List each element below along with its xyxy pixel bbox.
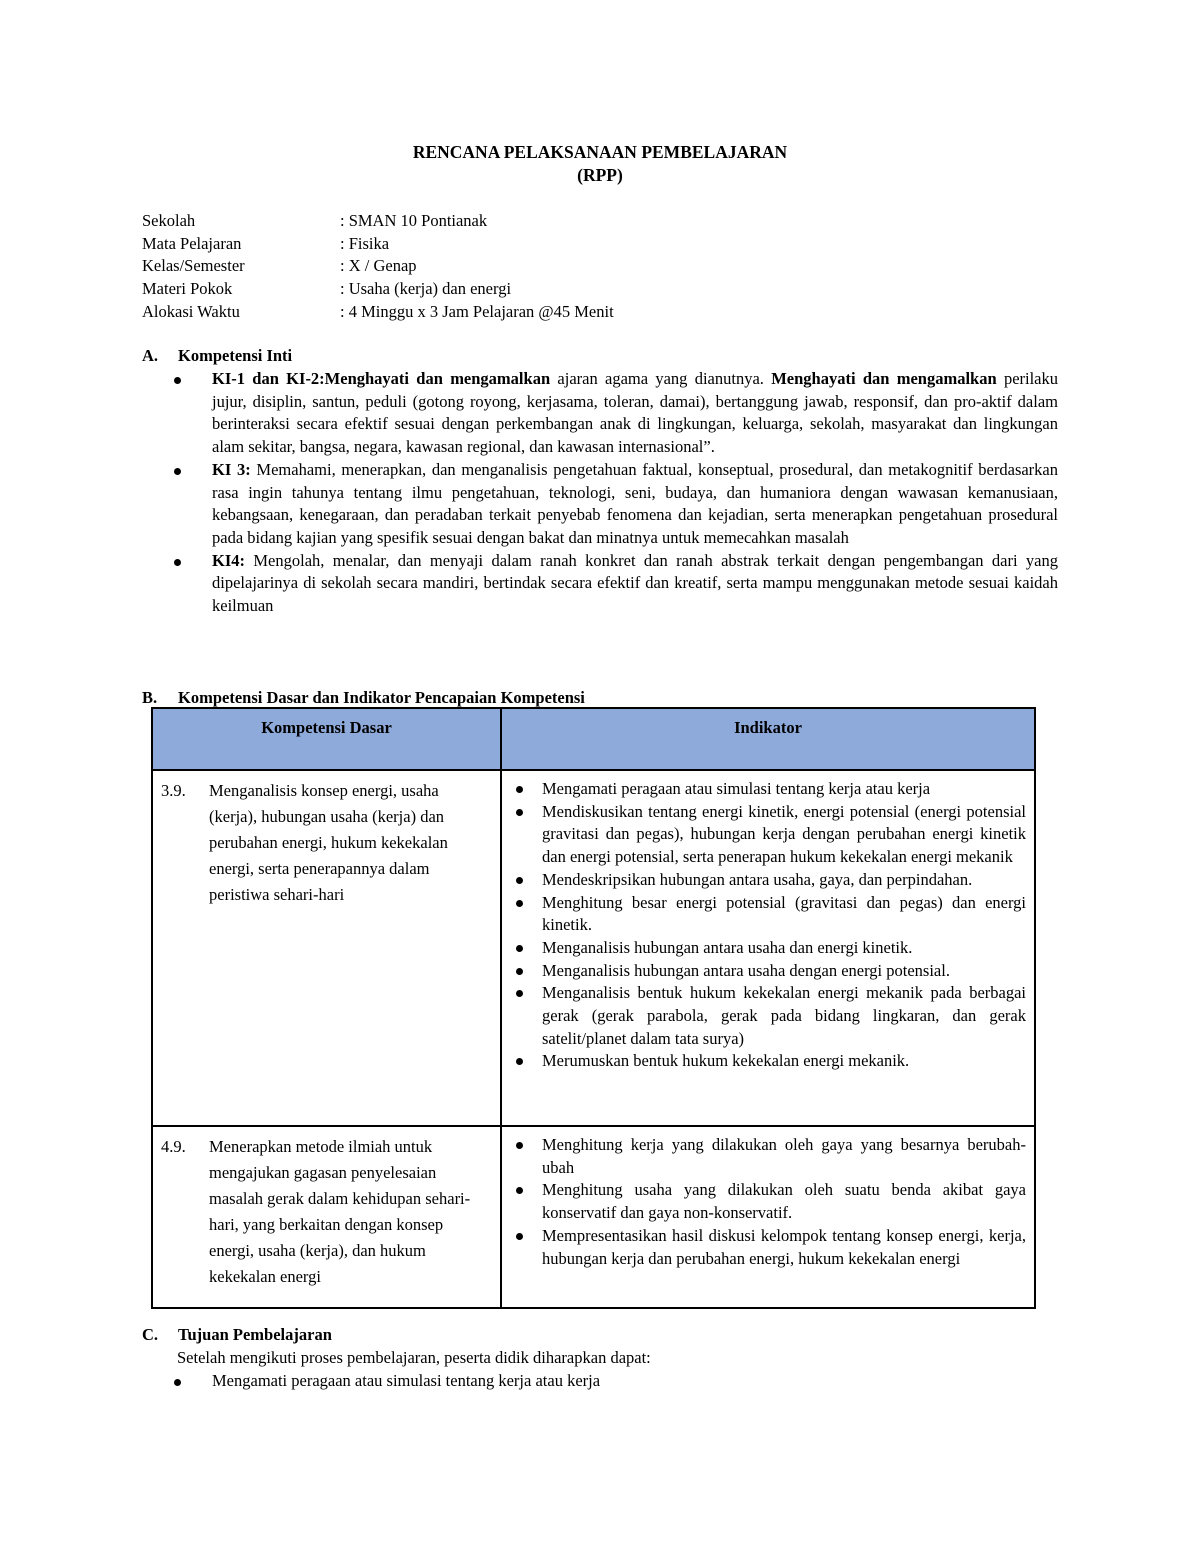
kd-number: 4.9. [161, 1137, 186, 1156]
kd-cell [152, 770, 501, 1126]
list-item [510, 801, 1026, 869]
kd-text: Menganalisis konsep energi, usaha (kerja), hubungan usaha (kerja) dan perubahan energi, hukum kekekalan energi, serta penerapannya dalam peristiwa sehari-hari [209, 781, 448, 904]
list-item [510, 1134, 1026, 1179]
list-item [510, 982, 1026, 1050]
bullet-icon [516, 1233, 523, 1240]
identity-row-school [142, 210, 614, 233]
list-item [142, 1370, 1058, 1393]
item-bold: KI-1 dan KI-2:Menghayati dan mengamalkan [212, 369, 551, 388]
document-title [0, 141, 1200, 187]
table-row [152, 770, 1035, 1126]
section-title: Kompetensi Inti [178, 346, 293, 365]
table-header-indicator: Indikator [501, 708, 1035, 770]
bullet-icon [516, 990, 523, 997]
list-item [510, 869, 1026, 892]
bullet-icon [174, 468, 181, 475]
competence-table [151, 707, 1036, 1309]
section-letter: C. [142, 1325, 159, 1344]
list-item [142, 368, 1058, 459]
indicator-text: Menghitung besar energi potensial (gravitasi dan pegas) dan energi kinetik. [542, 892, 1026, 935]
indicator-text: Menghitung usaha yang dilakukan oleh suatu benda akibat gaya konservatif dan gaya non-konservatif. [542, 1180, 1026, 1223]
item-bold: Menghayati dan mengamalkan [771, 369, 997, 388]
list-item [510, 960, 1026, 983]
learning-goal-list [142, 1370, 1058, 1393]
list-item [510, 1050, 1026, 1073]
identity-row-subject [142, 233, 614, 256]
section-title: Kompetensi Dasar dan Indikator Pencapaian Kompetensi [178, 688, 585, 707]
section-c-heading [142, 1324, 332, 1347]
list-item [510, 1225, 1026, 1270]
indicator-list [510, 778, 1026, 1073]
identity-label: Alokasi Waktu [142, 301, 240, 321]
kd-text: Menerapkan metode ilmiah untuk mengajukan gagasan penyelesaian masalah gerak dalam kehidupan sehari-hari, yang berkaitan dengan konsep energi, usaha (kerja), dan hukum kekekalan energi [209, 1137, 471, 1286]
indicator-cell [501, 1126, 1035, 1308]
bullet-icon [516, 1187, 523, 1194]
bullet-icon [516, 900, 523, 907]
bullet-icon [516, 786, 523, 793]
section-letter: B. [142, 688, 158, 707]
list-item [510, 892, 1026, 937]
indicator-text: Mempresentasikan hasil diskusi kelompok tentang konsep energi, kerja, hubungan kerja dan perubahan energi, hukum kekekalan energi [542, 1225, 1026, 1268]
indicator-text: Menganalisis hubungan antara usaha dengan energi potensial. [542, 960, 950, 980]
identity-value: : Fisika [340, 233, 390, 253]
identity-value: : X / Genap [340, 256, 417, 276]
identity-block [142, 210, 614, 323]
table-row [152, 1126, 1035, 1308]
bullet-icon [174, 377, 181, 384]
identity-row-topic [142, 278, 614, 301]
title-line-1: RENCANA PELAKSANAAN PEMBELAJARAN [412, 142, 788, 162]
list-item [142, 459, 1058, 550]
indicator-text: Menganalisis hubungan antara usaha dan energi kinetik. [542, 937, 913, 957]
identity-value: : Usaha (kerja) dan energi [340, 279, 512, 299]
bullet-icon [174, 559, 181, 566]
bullet-icon [516, 877, 523, 884]
item-text: perilaku jujur, disiplin, santun, peduli (gotong royong, kerjasama, toleran, damai), bertanggung jawab, responsif, dan pro-aktif dalam berinteraksi secara efektif sesuai dengan perkembangan anak di lingkungan, keluarga, sekolah, masyarakat dan lingkungan alam sekitar, bangsa, negara, kawasan regional, dan kawasan internasional”. [212, 369, 1059, 457]
list-item [510, 937, 1026, 960]
identity-value: : SMAN 10 Pontianak [340, 211, 488, 230]
core-competence-list [142, 368, 1058, 618]
bullet-icon [174, 1379, 181, 1386]
bullet-icon [516, 1058, 523, 1065]
list-item [510, 778, 1026, 801]
kd-number: 3.9. [161, 781, 186, 800]
indicator-text: Mengamati peragaan atau simulasi tentang kerja atau kerja [542, 779, 931, 798]
list-item [142, 550, 1058, 618]
indicator-cell [501, 770, 1035, 1126]
bullet-icon [516, 809, 523, 816]
identity-row-class [142, 255, 614, 278]
section-a-heading [142, 345, 292, 368]
item-bold: KI4: [212, 550, 245, 570]
identity-label: Kelas/Semester [142, 256, 245, 276]
indicator-text: Menghitung kerja yang dilakukan oleh gaya yang besarnya berubah-ubah [542, 1135, 1026, 1177]
bullet-icon [516, 968, 523, 975]
section-title: Tujuan Pembelajaran [178, 1325, 332, 1344]
indicator-text: Menganalisis bentuk hukum kekekalan energi mekanik pada berbagai gerak (gerak parabola, gerak pada bidang lingkaran, dan gerak satelit/planet dalam tata surya) [542, 983, 1026, 1048]
kd-cell [152, 1126, 501, 1308]
identity-label: Materi Pokok [142, 279, 233, 299]
bullet-icon [516, 945, 523, 952]
item-text: ajaran agama yang dianutnya. [550, 369, 772, 388]
indicator-text: Merumuskan bentuk hukum kekekalan energi mekanik. [542, 1051, 910, 1071]
bullet-icon [516, 1142, 523, 1149]
item-bold: KI 3: [212, 459, 251, 479]
list-item [510, 1179, 1026, 1224]
indicator-text: Mendiskusikan tentang energi kinetik, energi potensial (energi potensial gravitasi dan pegas), hubungan kerja dengan perubahan energi kinetik dan energi potensial, serta penerapan hukum kekekalan energi mekanik [542, 801, 1026, 867]
identity-label: Mata Pelajaran [142, 233, 242, 253]
indicator-text: Mendeskripsikan hubungan antara usaha, gaya, dan perpindahan. [542, 869, 973, 889]
section-c-intro: Setelah mengikuti proses pembelajaran, peserta didik diharapkan dapat: [177, 1348, 651, 1367]
item-text: Mengamati peragaan atau simulasi tentang kerja atau kerja [212, 1371, 601, 1390]
title-line-2: (RPP) [577, 165, 623, 185]
indicator-list [510, 1134, 1026, 1270]
section-letter: A. [142, 346, 159, 365]
identity-label: Sekolah [142, 211, 196, 230]
identity-value: : 4 Minggu x 3 Jam Pelajaran @45 Menit [340, 301, 614, 321]
table-header-kd: Kompetensi Dasar [152, 708, 501, 770]
identity-row-time [142, 301, 614, 324]
item-text: Mengolah, menalar, dan menyaji dalam ranah konkret dan ranah abstrak terkait dengan pengembangan dari yang dipelajarinya di sekolah secara mandiri, bertindak secara efektif dan kreatif, serta mampu menggunakan metode sesuai kaidah keilmuan [212, 550, 1058, 616]
item-text: Memahami, menerapkan, dan menganalisis pengetahuan faktual, konseptual, prosedural, dan metakognitif berdasarkan rasa ingin tahunya tentang ilmu pengetahuan, teknologi, seni, budaya, dan humaniora dengan wawasan kemanusiaan, kebangsaan, kenegaraan, dan peradaban terkait penyebab fenomena dan kejadian, serta menerapkan pengetahuan prosedural pada bidang kajian yang spesifik sesuai dengan bakat dan minatnya untuk memecahkan masalah [212, 459, 1059, 547]
